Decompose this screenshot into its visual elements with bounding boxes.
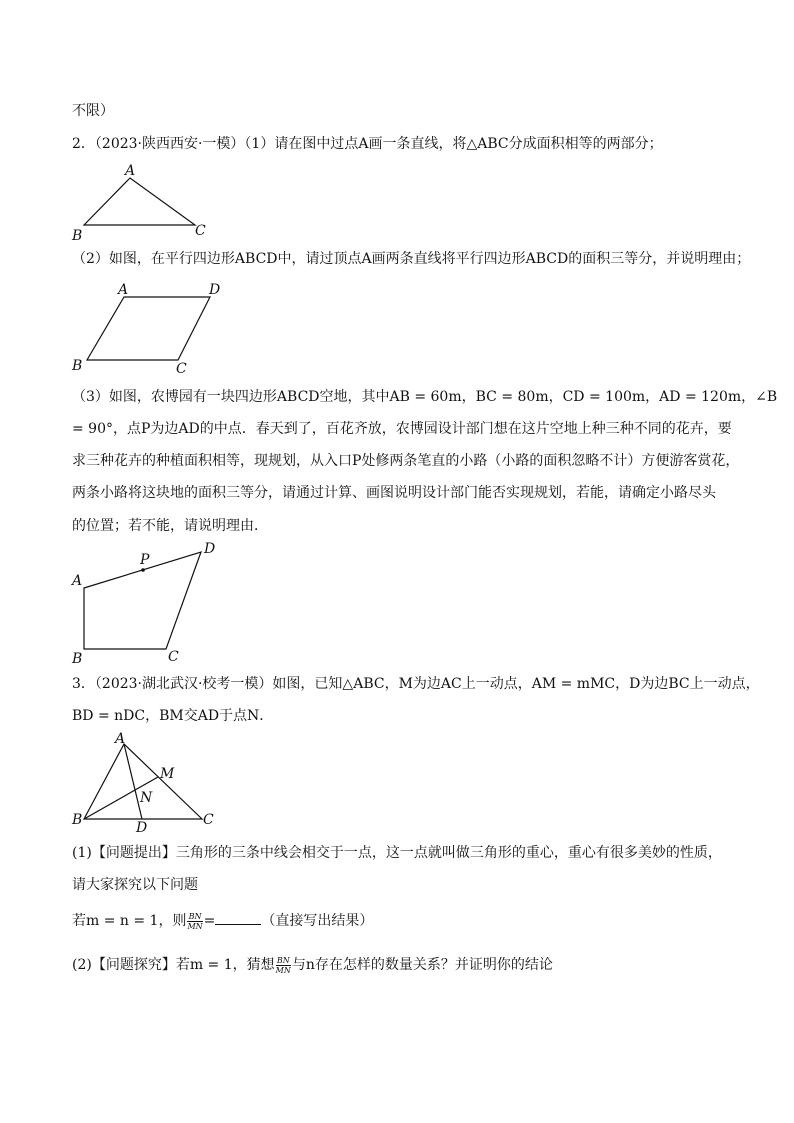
label-c: C xyxy=(195,223,206,239)
parallelogram-figure xyxy=(70,280,240,375)
triangle-abc-shape xyxy=(84,178,195,225)
q2-part3-line3: 求三种花卉的种植面积相等，现规划，从入口P处修两条笔直的小路（小路的面积忽略不计）方便游客赏花， xyxy=(72,453,740,469)
quadrilateral-figure xyxy=(70,538,230,668)
fraction-bn-mn: $\frac{BN}{MN}$ xyxy=(275,955,291,975)
label-a: A xyxy=(125,163,136,179)
label-c: C xyxy=(168,649,179,665)
continued-text: 不限） xyxy=(72,103,114,119)
q2-part2: （2）如图，在平行四边形ABCD中，请过顶点A画两条直线将平行四边形ABCD的面积三等分，并说明理由； xyxy=(72,251,751,267)
label-a: A xyxy=(115,731,126,747)
q3-heading-line2: BD = nDC，BM交AD于点N． xyxy=(72,708,274,724)
q3-heading: 3．（2023·湖北武汉·校考一模）如图，已知△ABC，M为边AC上一动点，AM = mMC，D为边BC上一动点， xyxy=(72,676,760,692)
q3-part2 xyxy=(72,955,553,975)
triangle-abc-figure xyxy=(70,160,220,245)
q3-part2-prefix: (2)【问题探究】若m = 1，猜想 xyxy=(72,957,275,973)
label-a: A xyxy=(72,573,83,589)
label-d: D xyxy=(136,820,148,836)
q2-part3-line5: 的位置；若不能，请说明理由． xyxy=(72,518,268,534)
label-b: B xyxy=(72,228,83,244)
label-b: B xyxy=(72,812,83,828)
q3-part1-line3: 若m = n = 1，则 $\frac{BN}{MN}$ = （直接写出结果） xyxy=(72,911,374,931)
label-m: M xyxy=(160,766,175,782)
point-p xyxy=(141,568,145,572)
q3-part1-line2: 请大家探究以下问题 xyxy=(72,877,198,893)
label-d: D xyxy=(209,282,221,298)
label-a: A xyxy=(118,282,129,298)
answer-blank[interactable] xyxy=(215,912,261,925)
parallelogram-shape xyxy=(87,297,210,360)
q2-part3-line4: 两条小路将这块地的面积三等分，请通过计算、画图说明设计部门能否实现规划，若能，请确定小路尽头 xyxy=(72,485,716,501)
q2-part3-line2: = 90°，点P为边AD的中点．春天到了，百花齐放，农博园设计部门想在这片空地上种三种不同的花卉，要 xyxy=(72,421,732,437)
label-c: C xyxy=(176,361,187,377)
q3-part1-suffix: （直接写出结果） xyxy=(261,913,374,929)
q3-part2-suffix: 与n存在怎样的数量关系？并证明你的结论 xyxy=(291,957,553,973)
q2-part3-line1: （3）如图，农博园有一块四边形ABCD空地，其中AB = 60m，BC = 80m，CD = 100m，AD = 120m，∠B xyxy=(72,389,778,405)
label-b: B xyxy=(72,358,83,374)
q3-part1-prefix: 若m = n = 1，则 xyxy=(72,913,187,929)
fraction-bn-mn: $\frac{BN}{MN}$ xyxy=(187,911,203,931)
label-c: C xyxy=(203,812,214,828)
label-d: D xyxy=(204,541,216,557)
triangle-cevian-figure xyxy=(70,728,230,836)
label-b: B xyxy=(72,651,83,667)
triangle-abc-shape xyxy=(84,744,202,819)
q3-part1-line1: (1)【问题提出】三角形的三条中线会相交于一点，这一点就叫做三角形的重心，重心有很多美妙的性质， xyxy=(72,845,722,861)
label-n: N xyxy=(140,790,153,806)
q2-heading: 2．（2023·陕西西安·一模）（1）请在图中过点A画一条直线，将△ABC分成面积相等的两部分； xyxy=(72,136,663,152)
label-p: P xyxy=(140,552,150,568)
segment-ad xyxy=(124,744,142,819)
